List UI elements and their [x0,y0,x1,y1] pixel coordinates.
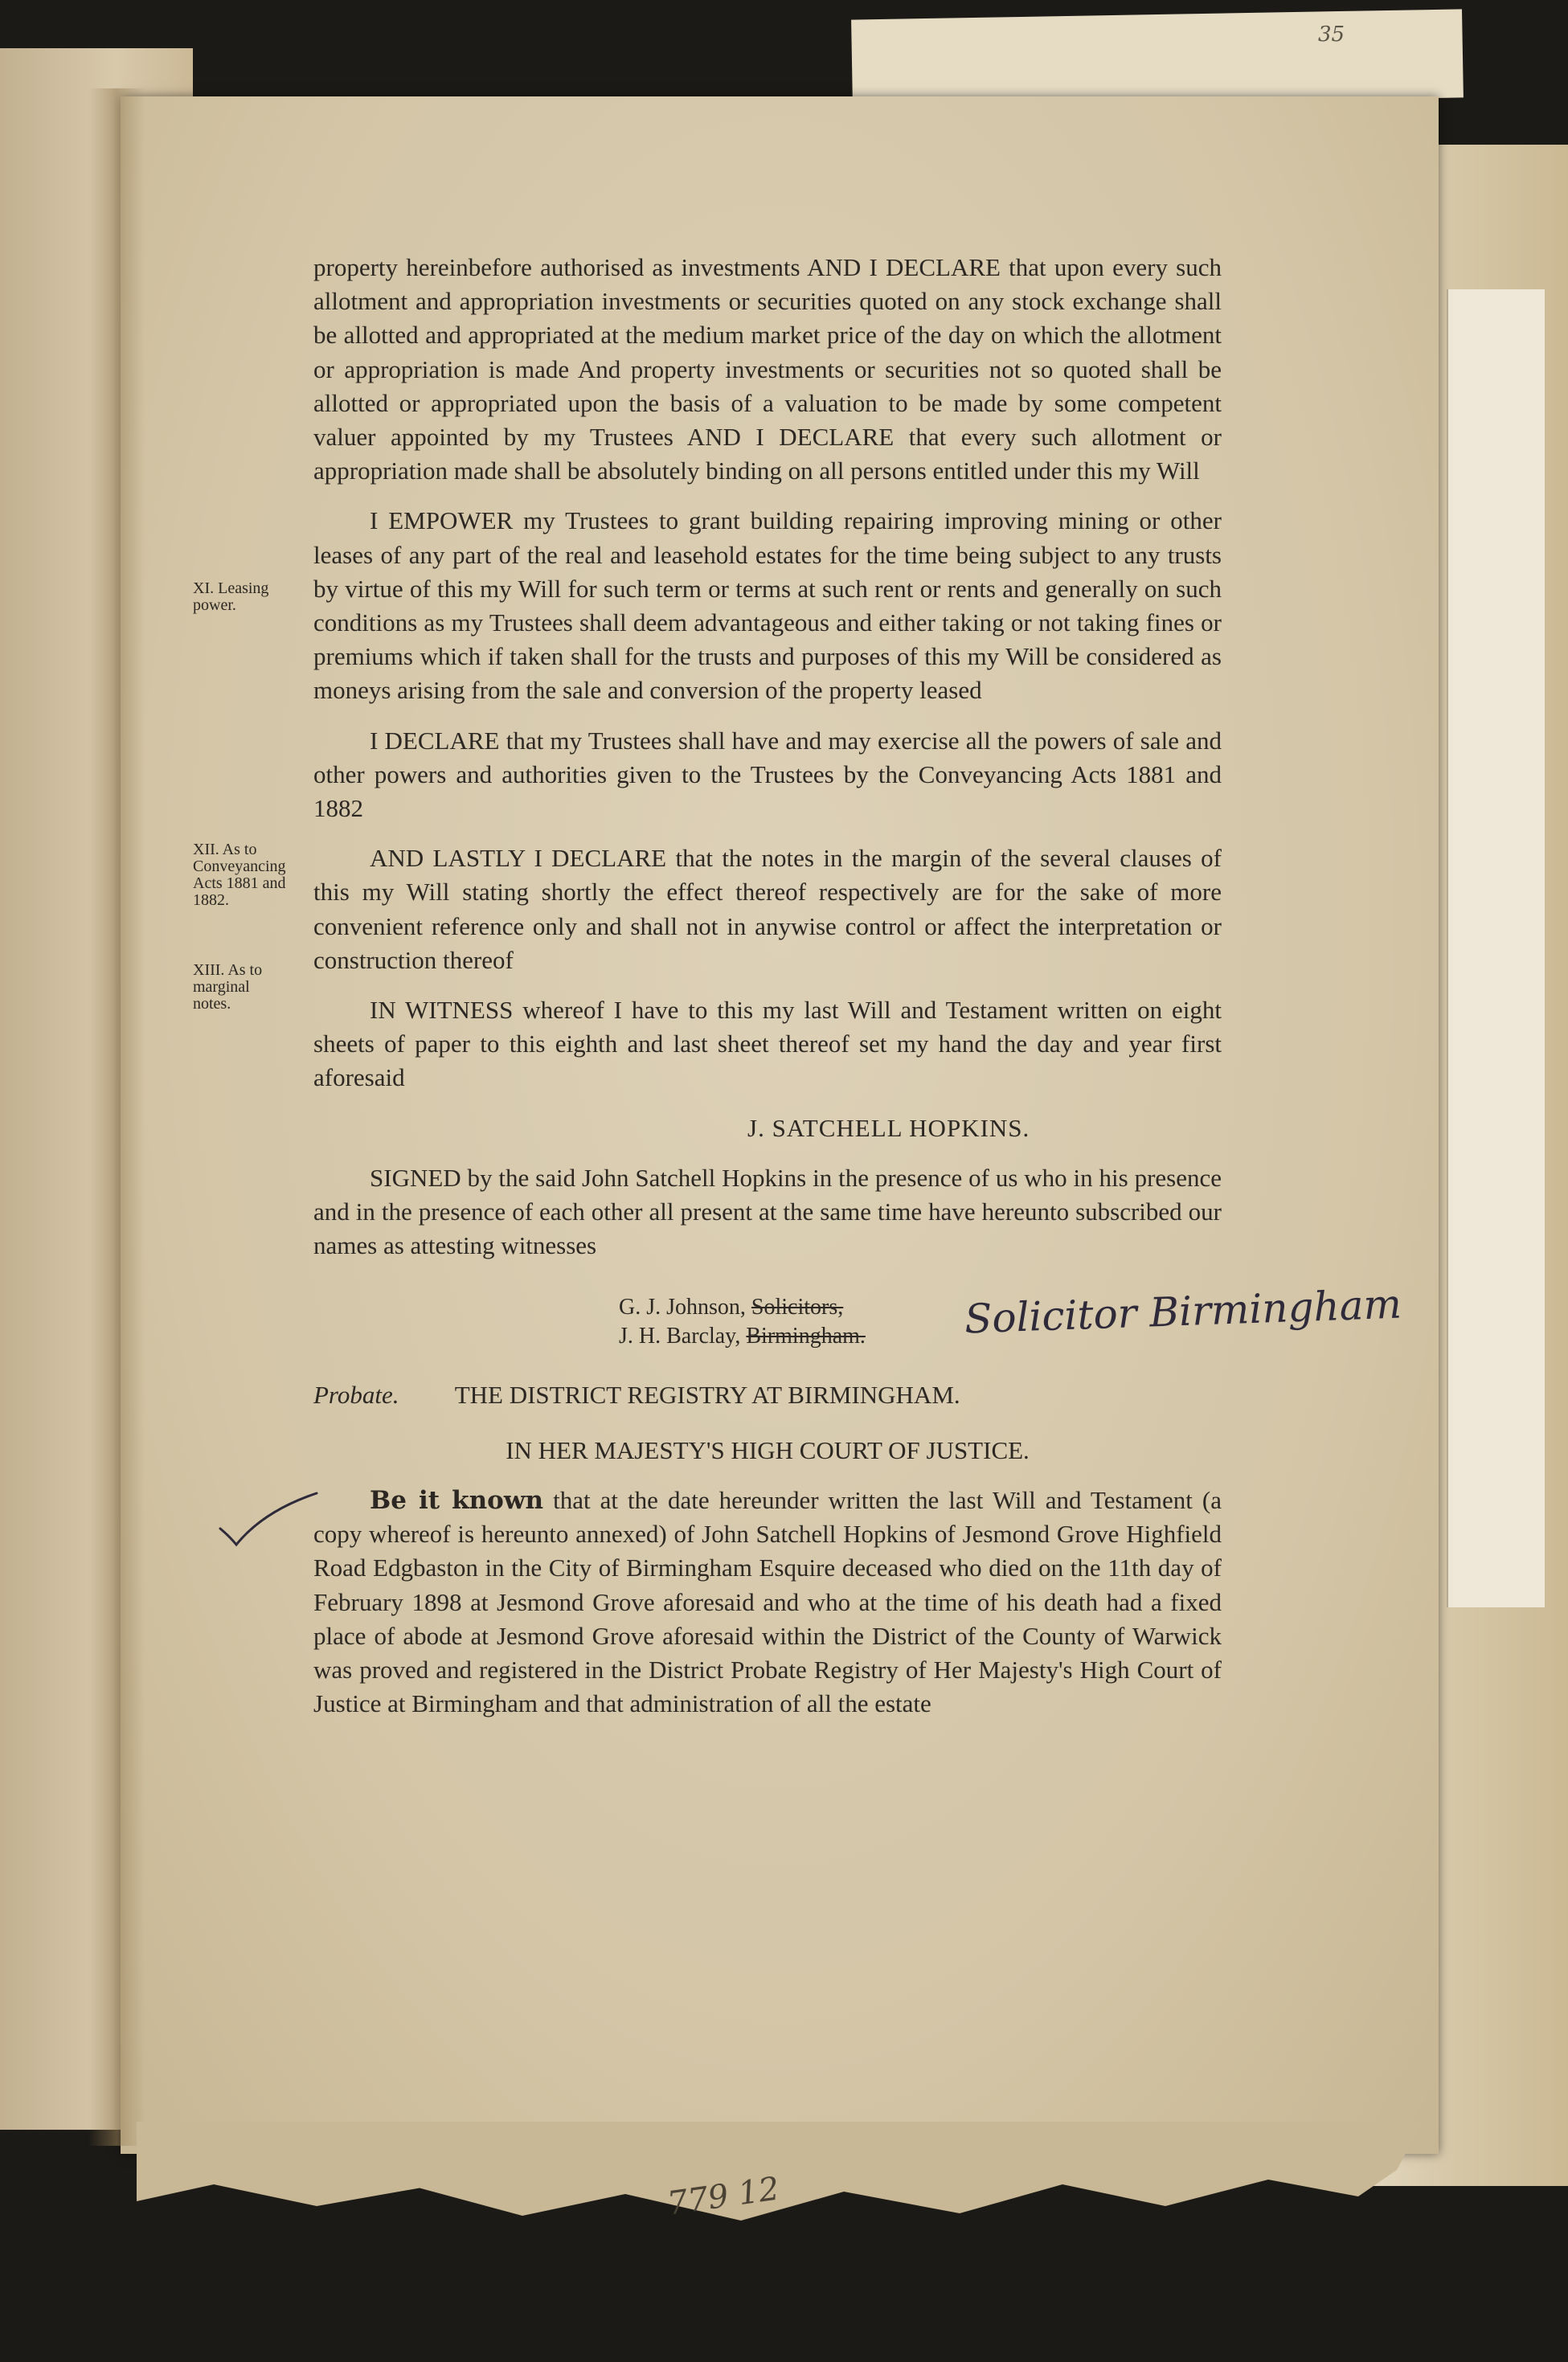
top-slip [851,9,1464,108]
paragraph-investments: property hereinbefore authorised as investments AND I DECLARE that upon every such allotment and appropriation investments or securities quoted on any stock exchange shall be allotted and appropriated at the medium market price of the day on which the allotment or appropriation is made And property investments or securities not so quoted shall be allotted or appropriated upon the basis of a valuation to be made by some competent valuer appointed by my Trustees AND I DECLARE that every such allotment or appropriation made shall be absolutely binding on all persons entitled under this my Will [313,253,1222,485]
bottom-handwritten-note: 779 12 [665,2170,782,2223]
top-slip-note: 35 [1318,23,1345,47]
probate-label: Probate. [313,1381,399,1410]
margin-note-xi: XI. Leasing power. [193,579,269,614]
paragraph-attestation: SIGNED by the said John Satchell Hopkins in the presence of us who in his presence and in the presence of each other all present at the same time have hereunto subscribed our names as attesting witnesses [313,1163,1222,1260]
torn-page-edge [137,2122,1423,2242]
margin-note-xii: XII. As to Conveyancing Acts 1881 and 1882. [193,841,286,909]
court-title: IN HER MAJESTY'S HIGH COURT OF JUSTICE. [506,1435,1030,1464]
will-text-block [313,251,1402,1721]
paragraph-in-witness: IN WITNESS whereof I have to this my last Will and Testament written on eight sheets of paper to this eighth and last sheet thereof set my hand the day and year first aforesaid [313,996,1222,1092]
paragraph-conveyancing-acts: I DECLARE that my Trustees shall have and may exercise all the powers of sale and other powers and authorities given to the Trustees by the Conveyancing Acts 1881 and 1882 [313,726,1222,823]
witness-2-name: J. H. Barclay, [619,1324,741,1349]
paragraph-probate-grant [313,1484,1222,1721]
witness-1-name: G. J. Johnson, [619,1295,746,1320]
paragraph-leasing-power: I EMPOWER my Trustees to grant building repairing improving mining or other leases of any part of the real and leasehold estates for the time being subject to any trusts by virtue of this my Will for such term or terms at such rent or rents and generally on such conditions as my Trustees shall deem advantageous and either taking or not taking fines or premiums which if taken shall for the trusts and purposes of this my Will be considered as moneys arising from the sale and conversion of the property leased [313,506,1222,705]
margin-note-xiii: XIII. As to marginal notes. [193,961,263,1013]
be-it-known-heading: Be it known [370,1485,544,1515]
probate-body: that at the date hereunder written the last Will and Testament (a copy whereof is hereunto annexed) of John Satchell Hopkins of Jesmond Grove Highfield Road Edgbaston in the City of Birmingham Esquire deceased who died on the 11th day of February 1898 at Jesmond Grove aforesaid and who at the time of his death had a fixed place of abode at Jesmond Grove aforesaid within the District of the County of Warwick was proved and registered in the District Probate Registry of Her Majesty's High Court of Justice at Birmingham and that administration of all the estate [313,1485,1222,1718]
witness-2-struck-place: Birmingham. [746,1324,866,1349]
witness-1-struck-title: Solicitors, [751,1295,844,1320]
witness-block [313,1281,1402,1359]
probate-heading [313,1378,1222,1412]
check-mark-icon [215,1487,320,1559]
right-inner-sheet [1447,289,1545,1607]
handwritten-annotation: Solicitor Birmingham [964,1281,1402,1343]
paragraph-marginal-notes: AND LASTLY I DECLARE that the notes in the margin of the several clauses of this my Will stating shortly the effect thereof respectively are for the sake of more convenient reference only and shall not in anywise control or affect the interpretation or construction thereof [313,844,1222,974]
witness-line-2 [619,1322,866,1351]
testator-signature: J. SATCHELL HOPKINS. [747,1113,1030,1142]
witness-line-1 [619,1293,843,1322]
registry-title: THE DISTRICT REGISTRY AT BIRMINGHAM. [454,1381,960,1410]
page-gutter [88,88,145,2146]
